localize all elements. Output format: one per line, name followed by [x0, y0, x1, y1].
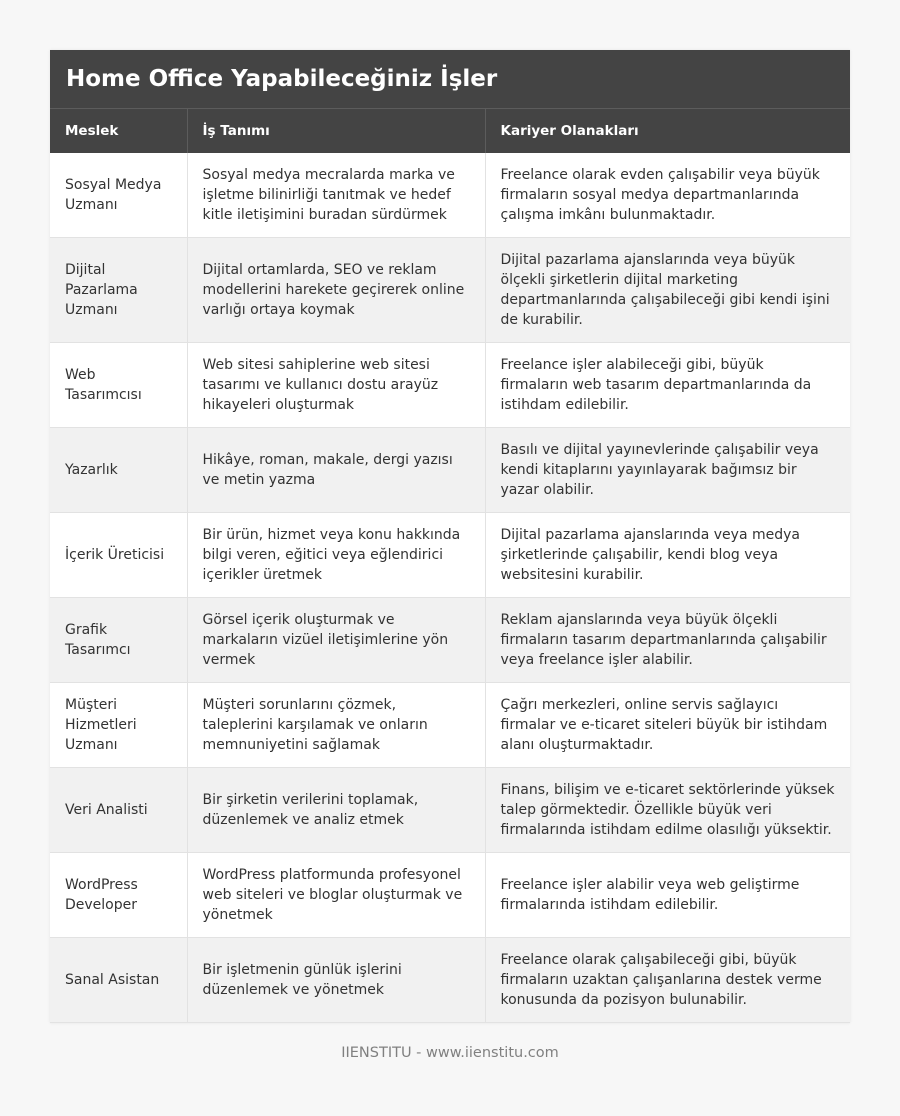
cell-meslek: Sosyal Medya Uzmanı: [50, 153, 187, 238]
cell-kariyer: Dijital pazarlama ajanslarında veya medya şirketlerinde çalışabilir, kendi blog veya websitesini kurabilir.: [485, 513, 850, 598]
cell-kariyer: Basılı ve dijital yayınevlerinde çalışabilir veya kendi kitaplarını yayınlayarak bağımsız bir yazar olabilir.: [485, 428, 850, 513]
jobs-table: [50, 108, 850, 1023]
table-row: [50, 153, 850, 238]
jobs-table-card: [50, 50, 850, 1023]
table-row: [50, 938, 850, 1023]
cell-is-tanimi: Bir işletmenin günlük işlerini düzenlemek ve yönetmek: [187, 938, 485, 1023]
cell-kariyer: Freelance olarak evden çalışabilir veya büyük firmaların sosyal medya departmanlarında çalışma imkânı bulunmaktadır.: [485, 153, 850, 238]
cell-kariyer: Freelance işler alabilir veya web geliştirme firmalarında istihdam edilebilir.: [485, 853, 850, 938]
cell-meslek: Web Tasarımcısı: [50, 343, 187, 428]
table-row: [50, 768, 850, 853]
column-header-meslek: Meslek: [50, 109, 187, 153]
cell-is-tanimi: Görsel içerik oluşturmak ve markaların vizüel iletişimlerine yön vermek: [187, 598, 485, 683]
table-row: [50, 853, 850, 938]
cell-kariyer: Reklam ajanslarında veya büyük ölçekli firmaların tasarım departmanlarında çalışabilir veya freelance işler alabilir.: [485, 598, 850, 683]
table-row: [50, 428, 850, 513]
cell-kariyer: Dijital pazarlama ajanslarında veya büyük ölçekli şirketlerin dijital marketing departmanlarında çalışabileceği gibi kendi işini de kurabilir.: [485, 238, 850, 343]
cell-meslek: Yazarlık: [50, 428, 187, 513]
header-row: [50, 109, 850, 153]
table-row: [50, 513, 850, 598]
cell-meslek: Müşteri Hizmetleri Uzmanı: [50, 683, 187, 768]
column-header-kariyer-olanaklari: Kariyer Olanakları: [485, 109, 850, 153]
cell-is-tanimi: Müşteri sorunlarını çözmek, taleplerini karşılamak ve onların memnuniyetini sağlamak: [187, 683, 485, 768]
footer-credit: IIENSTITU - www.iienstitu.com: [341, 1045, 559, 1061]
cell-is-tanimi: Bir ürün, hizmet veya konu hakkında bilgi veren, eğitici veya eğlendirici içerikler üretmek: [187, 513, 485, 598]
cell-meslek: WordPress Developer: [50, 853, 187, 938]
cell-is-tanimi: Sosyal medya mecralarda marka ve işletme bilinirliği tanıtmak ve hedef kitle iletişimini buradan sürdürmek: [187, 153, 485, 238]
cell-meslek: İçerik Üreticisi: [50, 513, 187, 598]
column-header-is-tanimi: İş Tanımı: [187, 109, 485, 153]
table-title: Home Office Yapabileceğiniz İşler: [50, 50, 850, 108]
cell-kariyer: Freelance işler alabileceği gibi, büyük firmaların web tasarım departmanlarında da istihdam edilebilir.: [485, 343, 850, 428]
table-row: [50, 683, 850, 768]
cell-is-tanimi: Bir şirketin verilerini toplamak, düzenlemek ve analiz etmek: [187, 768, 485, 853]
cell-meslek: Veri Analisti: [50, 768, 187, 853]
cell-kariyer: Finans, bilişim ve e-ticaret sektörlerinde yüksek talep görmektedir. Özellikle büyük veri firmalarında istihdam edilme olasılığı yüksektir.: [485, 768, 850, 853]
table-row: [50, 238, 850, 343]
cell-meslek: Sanal Asistan: [50, 938, 187, 1023]
table-row: [50, 343, 850, 428]
cell-is-tanimi: Web sitesi sahiplerine web sitesi tasarımı ve kullanıcı dostu arayüz hikayeleri oluşturmak: [187, 343, 485, 428]
table-row: [50, 598, 850, 683]
cell-kariyer: Çağrı merkezleri, online servis sağlayıcı firmalar ve e-ticaret siteleri büyük bir istihdam alanı oluşturmaktadır.: [485, 683, 850, 768]
cell-kariyer: Freelance olarak çalışabileceği gibi, büyük firmaların uzaktan çalışanlarına destek verme konusunda da pozisyon bulunabilir.: [485, 938, 850, 1023]
cell-meslek: Dijital Pazarlama Uzmanı: [50, 238, 187, 343]
cell-is-tanimi: Dijital ortamlarda, SEO ve reklam modellerini harekete geçirerek online varlığı ortaya koymak: [187, 238, 485, 343]
cell-meslek: Grafik Tasarımcı: [50, 598, 187, 683]
cell-is-tanimi: Hikâye, roman, makale, dergi yazısı ve metin yazma: [187, 428, 485, 513]
cell-is-tanimi: WordPress platformunda profesyonel web siteleri ve bloglar oluşturmak ve yönetmek: [187, 853, 485, 938]
